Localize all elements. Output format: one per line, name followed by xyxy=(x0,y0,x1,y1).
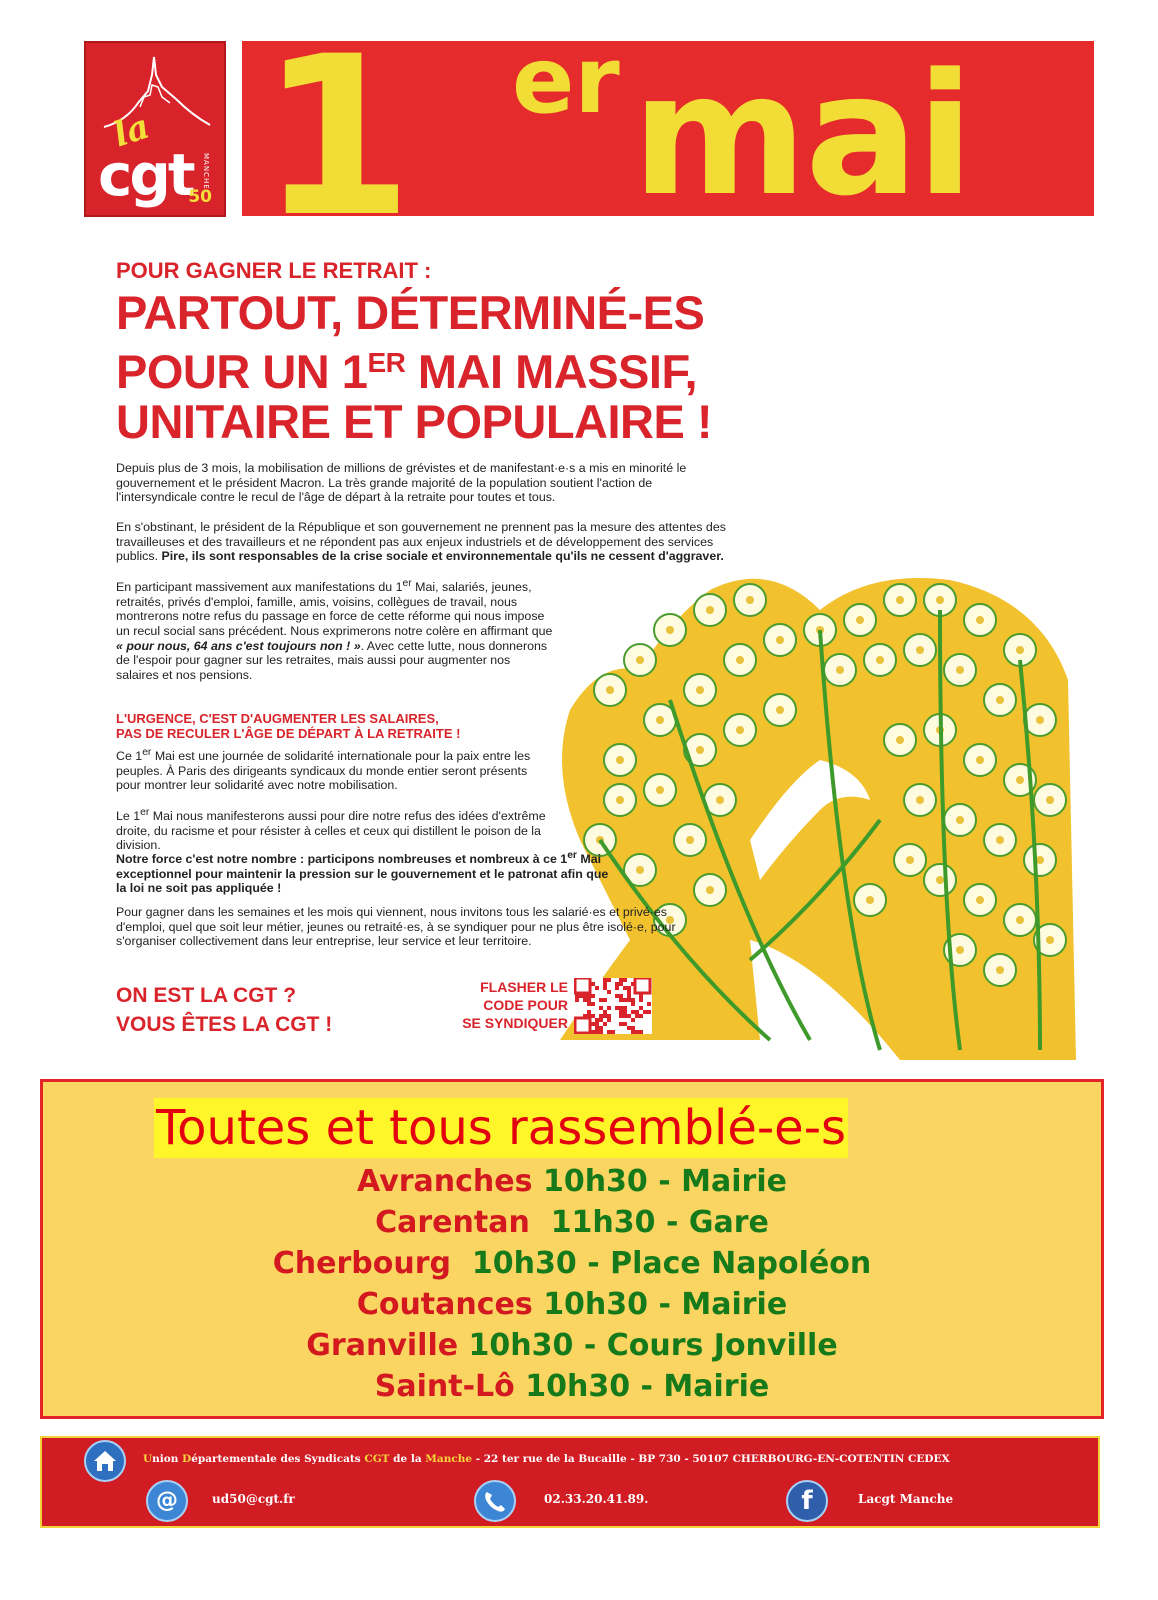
home-icon xyxy=(84,1440,126,1482)
phone-number[interactable]: 02.33.20.41.89. xyxy=(544,1492,649,1506)
qr-caption: FLASHER LE CODE POUR SE SYNDIQUER xyxy=(462,979,568,1031)
article-paragraph-4: Ce 1er Mai est une journée de solidarité internationale pour la paix entre les peuples. À Paris des dirigeants syndicaux du monde entier seront présents pour montrer leur solidarité avec notre mobilisation. xyxy=(116,747,531,793)
union-address: Union Départementale des Syndicats CGT de la Manche - 22 ter rue de la Bucaille - BP 730 - 50107 CHERBOURG-EN-COTENTIN CEDEX xyxy=(143,1453,950,1465)
email-address[interactable]: ud50@cgt.fr xyxy=(212,1492,295,1506)
article-headline xyxy=(116,288,836,447)
article-kicker: POUR GAGNER LE RETRAIT : xyxy=(116,258,432,283)
article-paragraph-1: Depuis plus de 3 mois, la mobilisation de millions de grévistes et de manifestant·e·s a mis en minorité le gouvernement et le président Macron. La très grande majorité de la population soutient l'action de l'intersyndicale contre le recul de l'âge de départ à la retraite pour toutes et tous. xyxy=(116,461,687,505)
rally-location: Carentan 11h30 - Gare xyxy=(375,1205,769,1240)
rally-location: Avranches 10h30 - Mairie xyxy=(357,1164,787,1199)
article-paragraph-6: Notre force c'est notre nombre : participons nombreuses et nombreux à ce 1er Mai exceptionnel pour maintenir la pression sur le gouvernement et le patronat afin que la loi ne soit pas appliquée ! xyxy=(116,850,609,896)
cgt-logo xyxy=(84,41,226,217)
footer xyxy=(40,1436,1100,1528)
title-banner xyxy=(242,41,1094,216)
rally-title: Toutes et tous rassemblé-e-s xyxy=(156,1100,847,1156)
headline-line-3: UNITAIRE ET POPULAIRE ! xyxy=(116,395,713,448)
rally-location: Coutances 10h30 - Mairie xyxy=(356,1287,788,1322)
facebook-page[interactable]: Lacgt Manche xyxy=(858,1492,954,1506)
logo-number: 50 xyxy=(188,187,212,207)
article-paragraph-2: En s'obstinant, le président de la République et son gouvernement ne prennent pas la mesure des attentes des travailleuses et des travailleurs et ne répondent pas aux enjeux industriels et de développement des services publics. Pire, ils sont responsables de la crise sociale et environnementale qu'ils ne cessent d'aggraver. xyxy=(116,520,726,564)
article-paragraph-3: En participant massivement aux manifestations du 1er Mai, salariés, jeunes, retraités, privés d'emploi, famille, amis, voisins, collègues de travail, nous montrerons notre refus du passage en force de cette réforme qui nous impose un recul social sans précédent. Nous exprimerons notre colère en affirmant que « pour nous, 64 ans c'est toujours non ! ». Avec cette lutte, nous donnerons de l'espoir pour gagner sur les retraites, mais aussi pour augmenter nos salaires et nos pensions. xyxy=(116,578,553,682)
phone-icon xyxy=(474,1480,516,1522)
headline-line-1: PARTOUT, DÉTERMINÉ-ES xyxy=(116,286,705,339)
article-paragraph-7: Pour gagner dans les semaines et les mois qui viennent, nous invitons tous les salarié·es et privé·es d'emploi, quel que soit leur métier, jeunes ou retraité·es, à se syndiquer pour ne plus être isolé·e, pour s'organiser collectivement dans leur entreprise, leur service et leur territoire. xyxy=(116,905,676,949)
qr-code[interactable] xyxy=(574,978,652,1034)
logo-manche: MANCHE xyxy=(202,153,210,190)
cgt-call-to-action: ON EST LA CGT ? VOUS ÊTES LA CGT ! xyxy=(116,984,333,1036)
banner-one: 1 xyxy=(260,41,408,216)
headline-line-2: POUR UN 1ER MAI MASSIF, xyxy=(116,345,698,398)
article-subhead: L'URGENCE, C'EST D'AUGMENTER LES SALAIRES, PAS DE RECULER L'ÂGE DE DÉPART À LA RETRAITE ! xyxy=(116,711,461,741)
rally-location: Cherbourg 10h30 - Place Napoléon xyxy=(272,1246,872,1281)
logo-la: la xyxy=(108,106,155,156)
facebook-icon: f xyxy=(786,1480,828,1522)
rally-location: Saint-Lô 10h30 - Mairie xyxy=(374,1369,770,1404)
article-paragraph-5: Le 1er Mai nous manifesterons aussi pour dire notre refus des idées d'extrême droite, du racisme et pour résister à celles et ceux qui distillent le poison de la division. xyxy=(116,807,546,853)
logo-cgt: cgt xyxy=(98,141,193,209)
rally-location: Granville 10h30 - Cours Jonville xyxy=(306,1328,838,1363)
banner-mai: mai xyxy=(632,41,973,216)
banner-er: er xyxy=(512,41,620,134)
email-icon: @ xyxy=(146,1480,188,1522)
